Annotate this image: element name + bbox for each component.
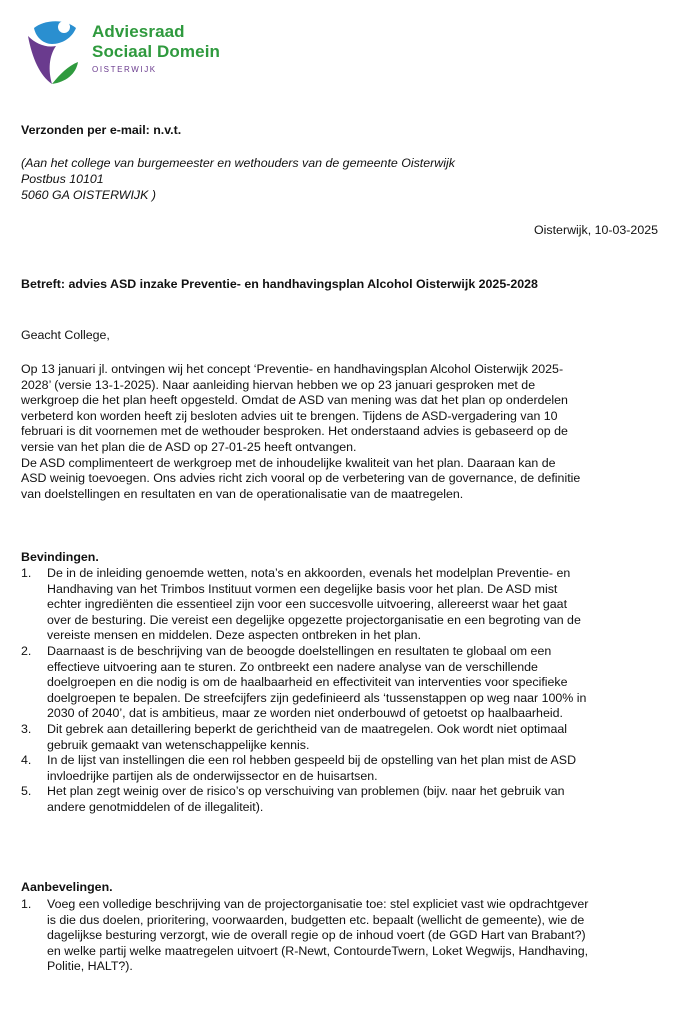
list-item-line: De in de inleiding genoemde wetten, nota’s en akkoorden, evenals het modelplan Preventie- en — [47, 566, 571, 580]
findings-heading: Bevindingen. — [21, 550, 99, 564]
list-item-line: echter ingrediënten die essentieel zijn voor een succesvolle uitvoering, allereerst waar het gaat — [47, 597, 568, 612]
intro-line: ASD weinig toevoegen. Ons advies richt zich vooral op de verbetering van de governance, de definitie — [21, 471, 581, 486]
list-item-line: andere genotmiddelen of de illegaliteit). — [47, 799, 264, 814]
list-item-line: doelgroepen te bepalen. De streefcijfers zijn gedefinieerd als ‘tussenstappen op weg naar 100% in — [47, 690, 587, 705]
letter-date: Oisterwijk, 10-03-2025 — [534, 223, 658, 237]
intro-line: van doelstellingen en resultaten en van de operationalisatie van de maatregelen. — [21, 486, 464, 501]
list-item — [21, 566, 661, 644]
findings-list — [21, 566, 661, 816]
intro-line: Op 13 januari jl. ontvingen wij het concept ‘Preventie- en handhavingsplan Alcohol Oisterwijk 2025- — [21, 362, 564, 376]
list-item-line: gebruik gemaakt van wetenschappelijke kennis. — [47, 737, 310, 752]
list-item-line: Het plan zegt weinig over de risico’s op verschuiving van problemen (bijv. naar het gebruik van — [47, 784, 565, 799]
list-item-line: doelgroepen en die nodig is om de haalbaarheid en effectiviteit van interventies voor specifieke — [47, 675, 568, 690]
list-item — [21, 722, 661, 753]
list-item-line: 2030 of 2040’, dat is ambitieus, maar ze worden niet onderbouwd of getoetst op haalbaarheid. — [47, 706, 563, 721]
list-item-line: Daarnaast is de beschrijving van de beoogde doelstellingen en resultaten te globaal om een — [47, 643, 552, 658]
list-item-number: 4. — [21, 753, 32, 768]
list-item-line: over de besturing. Die vereist een degelijke opgezette projectorganisatie en een begroting van de — [47, 612, 581, 627]
recommendations-heading: Aanbevelingen. — [21, 880, 113, 894]
list-item-line: In de lijst van instellingen die een rol hebben gespeeld bij de opstelling van het plan mist de ASD — [47, 753, 577, 768]
organization-logo — [22, 18, 262, 90]
list-item — [21, 644, 661, 722]
list-item-line: dagelijkse besturing verzorgt, wie de overall regie op de inhoud voert (de GGD Hart van Brabant?) — [47, 928, 586, 943]
list-item — [21, 897, 661, 975]
intro-line: werkgroep die het plan heeft opgesteld. Omdat de ASD van mening was dat het plan op onderdelen — [21, 393, 568, 408]
intro-line: verbeterd kon worden heeft zij besloten advies uit te brengen. Tijdens de ASD-vergadering van 10 — [21, 408, 558, 423]
list-item-number: 5. — [21, 784, 32, 799]
list-item — [21, 753, 661, 784]
address-line-1: (Aan het college van burgemeester en wethouders van de gemeente Oisterwijk — [21, 156, 455, 170]
list-item-line: effectieve uitvoering aan te sturen. Zo ontbreekt een nadere analyse van de verschillende — [47, 659, 538, 674]
salutation: Geacht College, — [21, 328, 110, 342]
list-item-line: Dit gebrek aan detaillering beperkt de gerichtheid van de maatregelen. Ook wordt niet optimaal — [47, 721, 568, 736]
intro-line: 2028’ (versie 13-1-2025). Naar aanleiding hiervan hebben we op 23 januari gesproken met de — [21, 377, 536, 392]
logo-name-line2: Sociaal Domein — [92, 42, 220, 61]
intro-line: De ASD complimenteert de werkgroep met de inhoudelijke kwaliteit van het plan. Daaraan kan de — [21, 455, 556, 470]
list-item-line: Handhaving van het Trimbos Instituut vormen een degelijke basis voor het plan. De ASD mist — [47, 581, 558, 596]
list-item-line: vereiste mensen en middelen. Deze aspecten ontbreken in het plan. — [47, 628, 422, 643]
list-item-number: 1. — [21, 897, 32, 911]
list-item-line: Voeg een volledige beschrijving van de projectorganisatie toe: stel expliciet vast wie opdrachtgever — [47, 897, 589, 911]
list-item-number: 3. — [21, 721, 32, 736]
address-line-2: Postbus 10101 — [21, 172, 104, 186]
sent-line: Verzonden per e-mail: n.v.t. — [21, 123, 182, 137]
address-line-3: 5060 GA OISTERWIJK ) — [21, 188, 156, 202]
list-item-line: en welke partij welke maatregelen uitvoert (R-Newt, ContourdeTwern, Loket Wegwijs, Handhaving, — [47, 943, 589, 958]
list-item-line: invloedrijke partijen als de onderwijssector en de huisartsen. — [47, 768, 378, 783]
list-item-number: 1. — [21, 566, 32, 580]
intro-paragraph — [21, 362, 667, 502]
list-item-number: 2. — [21, 643, 32, 658]
subject-line: Betreft: advies ASD inzake Preventie- en handhavingsplan Alcohol Oisterwijk 2025-2028 — [21, 277, 538, 291]
recommendations-list — [21, 897, 661, 975]
list-item — [21, 784, 661, 815]
intro-line: februari is dit voornemen met de wethouder besproken. Het onderstaand advies is gebaseerd op de — [21, 424, 568, 439]
logo-name-line1: Adviesraad — [92, 22, 185, 41]
logo-city: OISTERWIJK — [92, 65, 157, 74]
list-item-line: is die dus doelen, prioritering, voorwaarden, budgetten etc. bepaalt (wellicht de gemeente), wie de — [47, 912, 585, 927]
logo-emblem-icon — [22, 18, 86, 86]
intro-line: versie van het plan die de ASD op 27-01-25 heeft ontvangen. — [21, 439, 357, 454]
list-item-line: Politie, HALT?). — [47, 959, 133, 974]
